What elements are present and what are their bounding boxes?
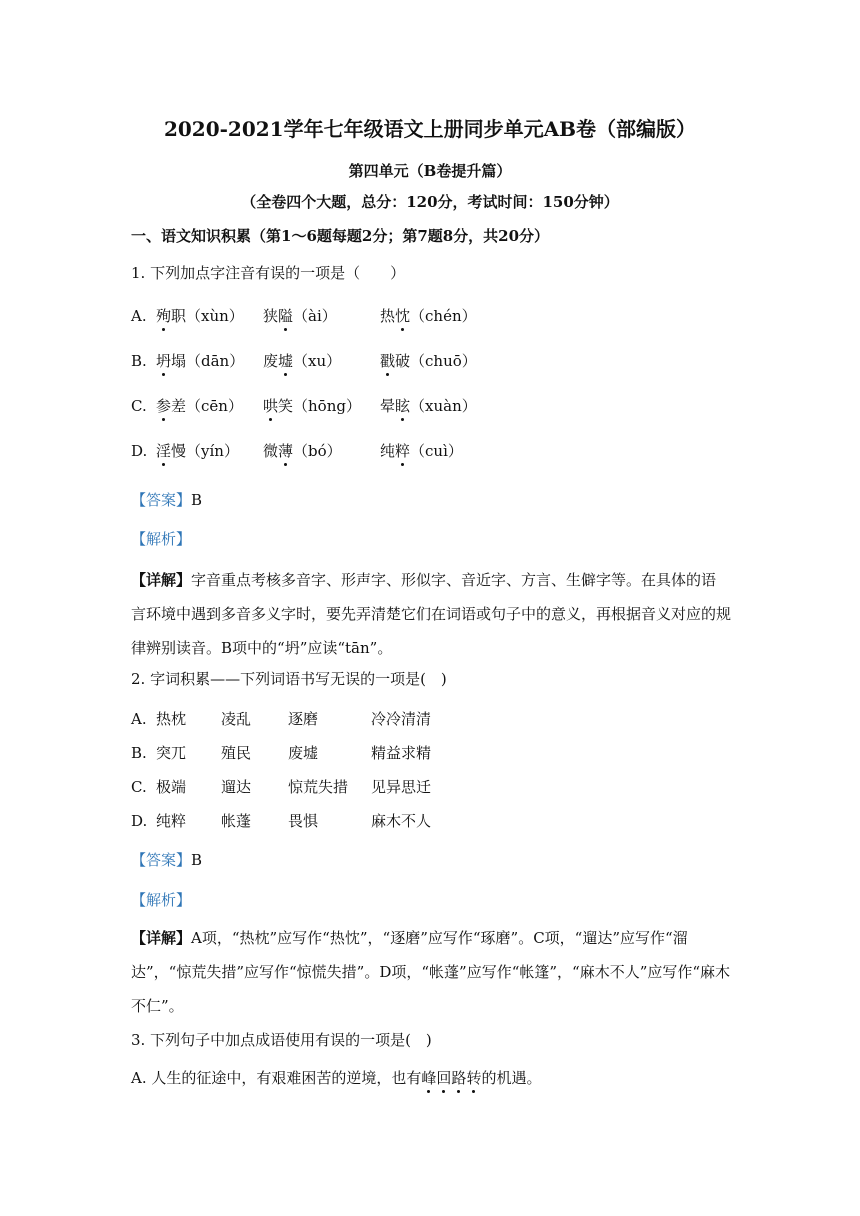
q3-option-a: A. 人生的征途中，有艰难困苦的逆境，也有峰回路转的机遇。	[131, 1069, 542, 1087]
q1-answer: 【答案】B	[131, 491, 203, 509]
q2-stem: 2. 字词积累——下列词语书写无误的一项是( )	[131, 670, 447, 688]
q1-detail: 【详解】字音重点考核多音字、形声字、形似字、音近字、方言、生僻字等。在具体的语言环境中遇到多音多义字时，要先弄清楚它们在词语或句子中的意义，再根据音义对应的规律辨别读音。B项中的“坍”应读“tān”。	[131, 571, 732, 657]
q1-stem: 1. 下列加点字注音有误的一项是（ ）	[131, 264, 406, 282]
section-heading: 一、语文知识积累（第1～6题每题2分；第7题8分，共20分）	[131, 227, 550, 245]
q1-analysis-label: 【解析】	[131, 530, 192, 548]
q2-detail: 【详解】A项，“热枕”应写作“热忱”，“逐磨”应写作“琢磨”。C项，“遛达”应写作“溜达”，“惊荒失措”应写作“惊慌失措”。D项，“帐蓬”应写作“帐篷”，“麻木不人”应写作“麻木不仁”。	[131, 929, 731, 1015]
q3-stem: 3. 下列句子中加点成语使用有误的一项是( )	[131, 1031, 432, 1049]
q2-analysis-label: 【解析】	[131, 891, 192, 909]
exam-meta: （全卷四个大题，总分：120分，考试时间：150分钟）	[241, 193, 619, 211]
unit-subtitle: 第四单元（B卷提升篇）	[348, 162, 512, 180]
exam-page: 2020-2021学年七年级语文上册同步单元AB卷（部编版） 第四单元（B卷提升篇） （全卷四个大题，总分：120分，考试时间：150分钟） 一、语文知识积累（第1～6题每题2分；第7题8分，共20分） 1. 下列加点字注音有误的一项是（ ） A. 殉职（xùn） 狭隘（ài） 热忱（chén） B. 坍塌（dān） 废墟（xu） 戳破（chuō） C. 参差（cēn） 哄笑（hōng） 晕眩（xuàn） D. 淫慢（yín） 微薄（bó） 纯粹（cuì） 【答案】B 【解析】 【详解】字音重点考核多音字、形声字、形似字、音近字、方言、生僻字等。在具体的语言环境中遇到多音多义字时，要先弄清楚它们在词语或句子中的意义，再根据音义对应的规律辨别读音。B项中的“坍”应读“tān”。 2. 字词积累——下列词语书写无误的一项是( ) A. 热枕 凌乱 逐磨 冷冷清清 B. 突兀 殖民 废墟 精益求精 C. 极端 遛达 惊荒失措 见异思迁 D. 纯粹 帐蓬 畏惧 麻木不人 【答案】B 【解析】 【详解】A项，“热枕”应写作“热忱”，“逐磨”应写作“琢磨”。C项，“遛达”应写作“溜达”，“惊荒失措”应写作“惊慌失措”。D项，“帐蓬”应写作“帐篷”，“麻木不人”应写作“麻木不仁”。 3. 下列句子中加点成语使用有误的一项是( ) A. 人生的征途中，有艰难困苦的逆境，也有峰回路转的机遇。	[0, 0, 860, 1216]
q2-answer: 【答案】B	[131, 851, 203, 869]
page-title: 2020-2021学年七年级语文上册同步单元AB卷（部编版）	[163, 117, 697, 141]
